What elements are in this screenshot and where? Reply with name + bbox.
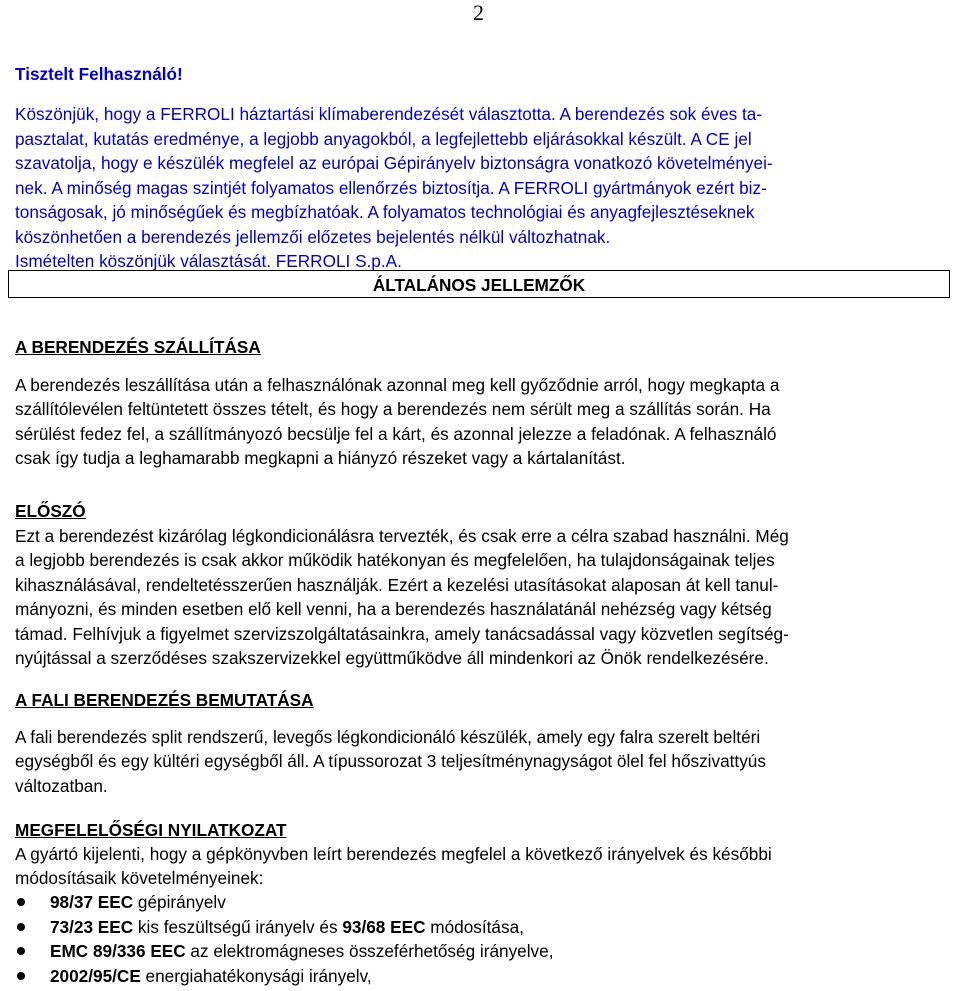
greeting: Tisztelt Felhasználó! [15, 64, 183, 84]
wall-unit-paragraph [15, 725, 950, 798]
wall-unit-heading: A FALI BERENDEZÉS BEMUTATÁSA [15, 690, 314, 710]
intro-line: Ismételten köszönjük választását. FERROLI S.p.A. [15, 251, 402, 271]
delivery-line: szállítólevélen feltüntetett összes tételt, és hogy a berendezés nem sérült meg a szállítás során. Ha [15, 399, 771, 420]
directive-code: 98/37 EEC [50, 892, 134, 912]
delivery-line: sérülést fedez fel, a szállítmányozó becsülje fel a kárt, és azonnal jelezze a feladónak. A felhasználó [15, 423, 777, 444]
conformity-line: módosításaik követelményeinek: [15, 868, 264, 889]
directive-code: 2002/95/CE [50, 965, 141, 986]
directive-list [15, 890, 950, 988]
intro-line: pasztalat, kutatás eredménye, a legjobb anyagokból, a legfejlettebb eljárásokkal készült. A CE jel [15, 128, 752, 149]
intro-paragraph [15, 102, 950, 274]
intro-line: tonságosak, jó minőségűek és megbízhatóak. A folyamatos technológiai és anyagfejlesztéseknek [15, 202, 755, 222]
intro-line: szavatolja, hogy e készülék megfelel az európai Gépirányelv biztonságra vonatkozó követelményei- [15, 153, 773, 173]
directive-text: módosítása, [425, 916, 524, 937]
directive-code: 73/23 EEC [50, 916, 134, 937]
directive-text: energiahatékonysági irányelv, [140, 965, 372, 986]
wall-unit-line: egységből és egy kültéri egységből áll. A típussorozat 3 teljesítménynagyságot ölel fel hőszivattyús [15, 751, 766, 772]
directive-item [15, 915, 950, 940]
delivery-heading: A BERENDEZÉS SZÁLLÍTÁSA [15, 337, 261, 357]
delivery-line: csak így tudja a leghamarabb megkapni a hiányzó részeket vagy a kártalanítást. [15, 448, 626, 469]
foreword-line: a legjobb berendezés is csak akkor működik hatékonyan és megfelelően, ha tulajdonságainak teljes [15, 550, 775, 571]
foreword-heading: ELŐSZÓ [15, 501, 86, 521]
foreword-line: támad. Felhívjuk a figyelmet szervizszolgáltatásainkra, amely tanácsadással vagy közvetlen segítség- [15, 623, 789, 644]
foreword-line: mányozni, és minden esetben elő kell venni, ha a berendezés használatánál nehézség vagy kétség [15, 599, 772, 620]
directive-code: 93/68 EEC [342, 916, 426, 937]
conformity-line: A gyártó kijelenti, hogy a gépkönyvben leírt berendezés megfelel a következő irányelvek és későbbi [15, 844, 772, 864]
directive-item [15, 939, 950, 964]
wall-unit-line: A fali berendezés split rendszerű, levegős légkondicionáló készülék, amely egy falra szerelt beltéri [15, 727, 761, 747]
delivery-paragraph [15, 373, 950, 471]
directive-text: kis feszültségű irányelv és [133, 916, 343, 937]
directive-item [15, 964, 950, 989]
conformity-paragraph [15, 842, 950, 891]
intro-line: köszönhetően a berendezés jellemzői előzetes bejelentés nélkül változhatnak. [15, 226, 611, 247]
directive-text: az elektromágneses összeférhetőség irányelve, [185, 941, 554, 961]
delivery-line: A berendezés leszállítása után a felhasználónak azonnal meg kell győződnie arról, hogy megkapta a [15, 375, 780, 395]
foreword-paragraph [15, 524, 950, 670]
directive-item [15, 890, 950, 915]
intro-line: nek. A minőség magas szintjét folyamatos ellenőrzés biztosítja. A FERROLI gyártmányok ezért biz- [15, 177, 767, 198]
conformity-heading: MEGFELELŐSÉGI NYILATKOZAT [15, 820, 287, 840]
foreword-line: Ezt a berendezést kizárólag légkondicionálásra tervezték, és csak erre a célra szabad használni. Még [15, 526, 789, 546]
wall-unit-line: változatban. [15, 775, 108, 796]
foreword-line: nyújtással a szerződéses szakszervizekkel együttműködve áll mindenkori az Önök rendelkezésére. [15, 648, 769, 669]
page-number: 2 [473, 0, 484, 25]
general-features-title: ÁLTALÁNOS JELLEMZŐK [8, 270, 950, 298]
foreword-line: kihasználásával, rendeltetésszerűen használják. Ezért a kezelési utasításokat alaposan át kell tanul- [15, 574, 779, 595]
intro-line: Köszönjük, hogy a FERROLI háztartási klímaberendezését választotta. A berendezés sok éves ta- [15, 104, 763, 124]
directive-text: gépirányelv [133, 892, 226, 912]
directive-code: EMC 89/336 EEC [50, 941, 186, 961]
